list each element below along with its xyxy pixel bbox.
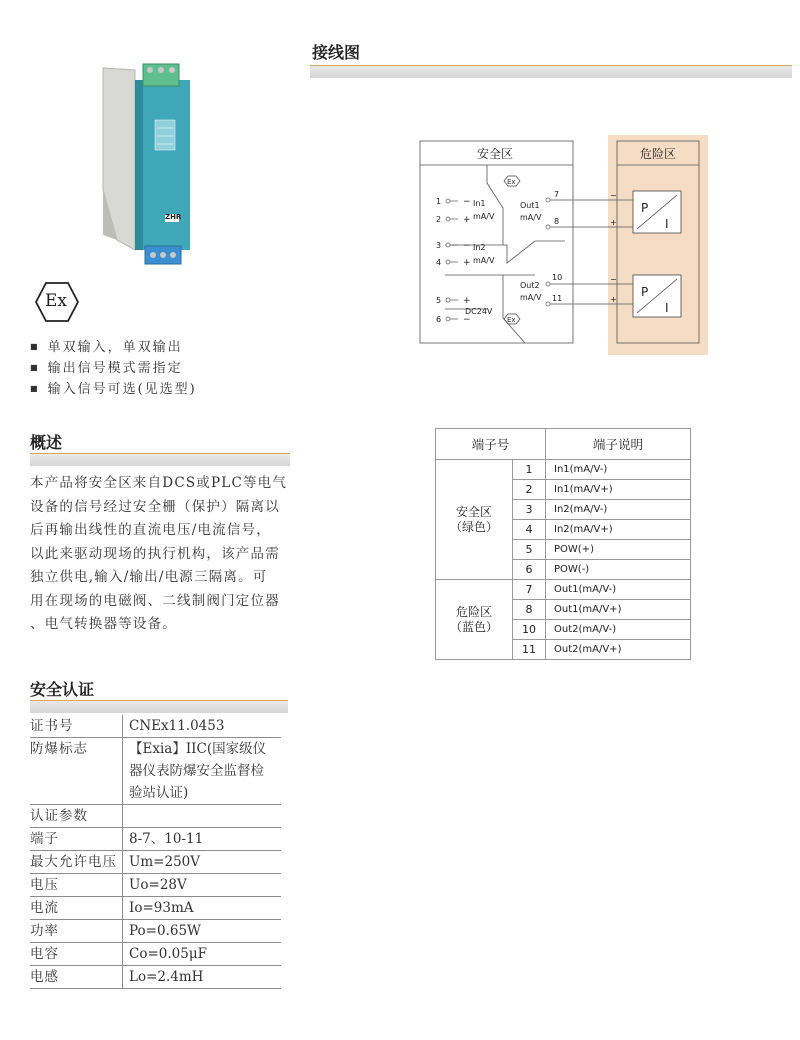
- terminal-number: 1: [436, 197, 442, 206]
- terminal-number: 8: [554, 217, 560, 226]
- terminal-description-cell: In1(mA/V+): [546, 480, 691, 500]
- terminal-number-cell: 10: [513, 620, 546, 640]
- terminal-description-header: 端子说明: [546, 429, 691, 460]
- terminal-description-cell: In2(mA/V-): [546, 500, 691, 520]
- certification-row: [30, 897, 281, 920]
- terminal-description-cell: Out2(mA/V+): [546, 640, 691, 660]
- hazard-zone-label: 危险区: [640, 147, 677, 161]
- hazard-sign: −: [610, 191, 617, 200]
- feature-list: [30, 337, 290, 400]
- feature-item: ■ 单双输入，单双输出: [30, 337, 290, 358]
- certification-value: Um=250V: [123, 851, 282, 874]
- certification-param: 防爆标志: [30, 738, 123, 761]
- terminal-number: 2: [436, 215, 442, 224]
- terminal-sign: −: [463, 241, 471, 251]
- terminal-description-cell: Out1(mA/V+): [546, 600, 691, 620]
- certification-value: Uo=28V: [123, 874, 282, 897]
- certification-value: Po=0.65W: [123, 920, 282, 943]
- terminal-description-cell: Out2(mA/V-): [546, 620, 691, 640]
- product-image: [95, 60, 205, 270]
- safe-zone-label: 安全区: [477, 147, 514, 161]
- terminal-sign: −: [463, 315, 471, 325]
- terminal-number-cell: 5: [513, 540, 546, 560]
- certification-param: 最大允许电压: [30, 851, 123, 874]
- terminal-sign: +: [463, 296, 471, 306]
- feature-item: ■ 输出信号模式需指定: [30, 358, 290, 379]
- certification-value: CNEx11.0453: [123, 715, 282, 738]
- certification-param: [30, 760, 123, 782]
- certification-param: 电感: [30, 966, 123, 989]
- certification-value: [123, 805, 282, 828]
- in2-unit: mA/V: [473, 256, 495, 265]
- certification-title: 安全认证: [30, 680, 95, 699]
- certification-value: Io=93mA: [123, 897, 282, 920]
- certification-table: [30, 715, 281, 989]
- terminal-description-cell: In2(mA/V+): [546, 520, 691, 540]
- wiring-diagram: [415, 133, 715, 358]
- zone-color: （蓝色）: [449, 619, 498, 634]
- certification-param: [30, 782, 123, 805]
- terminal-description-cell: Out1(mA/V-): [546, 580, 691, 600]
- terminal-number-cell: 11: [513, 640, 546, 660]
- certification-value: Co=0.05μF: [123, 943, 282, 966]
- certification-param: 功率: [30, 920, 123, 943]
- terminal-number: 4: [436, 258, 442, 267]
- certification-value: 8-7、10-11: [123, 828, 282, 851]
- in1-unit: mA/V: [473, 212, 495, 221]
- wiring-divider: [310, 65, 792, 78]
- terminal-table: [435, 428, 691, 660]
- zone-cell: [436, 580, 513, 660]
- product-logo: ZHR: [165, 213, 182, 221]
- pi-i-label: I: [665, 217, 669, 231]
- terminal-number: 11: [552, 294, 563, 303]
- wiring-title: 接线图: [312, 43, 361, 62]
- zone-name: 危险区: [455, 604, 492, 619]
- certification-param: 电压: [30, 874, 123, 897]
- terminal-number: 7: [554, 190, 560, 199]
- overview-title: 概述: [30, 433, 63, 452]
- certification-row: [30, 966, 281, 989]
- pi-i-label: I: [665, 301, 669, 315]
- ex-mark-bottom: Ex: [507, 316, 516, 324]
- terminal-number-cell: 3: [513, 500, 546, 520]
- zone-cell: [436, 460, 513, 580]
- certification-divider: [30, 700, 288, 713]
- certification-row: [30, 738, 281, 761]
- hazard-sign: −: [610, 275, 617, 284]
- pow-label: DC24V: [465, 307, 493, 316]
- feature-item: ■ 输入信号可选(见选型): [30, 379, 290, 400]
- overview-divider: [30, 453, 290, 466]
- terminal-number: 10: [552, 273, 563, 282]
- certification-row: [30, 920, 281, 943]
- pi-p-label: P: [641, 285, 649, 299]
- terminal-sign: +: [463, 258, 471, 268]
- ex-logo-icon: Ex: [35, 282, 79, 322]
- in2-label: In2: [473, 243, 486, 252]
- out1-label: Out1: [520, 201, 540, 210]
- certification-row: [30, 715, 281, 738]
- certification-row: [30, 760, 281, 782]
- hazard-sign: +: [610, 218, 617, 227]
- terminal-number: 3: [436, 241, 442, 250]
- certification-row: [30, 828, 281, 851]
- overview-text: 本产品将安全区来自DCS或PLC等电气 设备的信号经过安全栅（保护）隔离以 后再输出线性的直流电压/电流信号， 以此来驱动现场的执行机构，该产品需 独立供电,输入/输出/电源三隔离。可 用在现场的电磁阀、二线制阀门定位器 、电气转换器等设备。: [30, 475, 288, 632]
- terminal-number-cell: 4: [513, 520, 546, 540]
- certification-value: 器仪表防爆安全监督检: [129, 763, 264, 779]
- terminal-number-cell: 6: [513, 560, 546, 580]
- terminal-description-cell: In1(mA/V-): [546, 460, 691, 480]
- certification-param: 端子: [30, 828, 123, 851]
- out1-unit: mA/V: [520, 213, 542, 222]
- certification-param: 电流: [30, 897, 123, 920]
- terminal-sign: −: [463, 197, 471, 207]
- certification-value: 验站认证): [123, 782, 282, 805]
- certification-param: 证书号: [30, 715, 123, 738]
- zone-name: 安全区: [455, 504, 492, 519]
- terminal-description-cell: POW(-): [546, 560, 691, 580]
- certification-row: [30, 874, 281, 897]
- hazard-sign: +: [610, 295, 617, 304]
- certification-row: [30, 851, 281, 874]
- certification-param: 电容: [30, 943, 123, 966]
- terminal-number-cell: 8: [513, 600, 546, 620]
- terminal-number-cell: 2: [513, 480, 546, 500]
- terminal-number-cell: 7: [513, 580, 546, 600]
- out2-label: Out2: [520, 281, 540, 290]
- terminal-description-cell: POW(+): [546, 540, 691, 560]
- terminal-row: [436, 580, 691, 600]
- certification-value: Lo=2.4mH: [123, 966, 282, 989]
- certification-row: [30, 782, 281, 805]
- certification-value: 【Exia】IIC(国家级仪: [129, 741, 267, 757]
- ex-mark-top: Ex: [507, 178, 516, 186]
- terminal-number: 5: [436, 296, 442, 305]
- zone-color: （绿色）: [449, 519, 498, 534]
- terminal-sign: +: [463, 215, 471, 225]
- terminal-number: 6: [436, 315, 442, 324]
- out2-unit: mA/V: [520, 293, 542, 302]
- in1-label: In1: [473, 199, 486, 208]
- certification-param: 认证参数: [30, 805, 123, 828]
- terminal-row: [436, 460, 691, 480]
- pi-p-label: P: [641, 201, 649, 215]
- certification-row: [30, 805, 281, 828]
- terminal-number-cell: 1: [513, 460, 546, 480]
- certification-row: [30, 943, 281, 966]
- terminal-number-header: 端子号: [436, 429, 546, 460]
